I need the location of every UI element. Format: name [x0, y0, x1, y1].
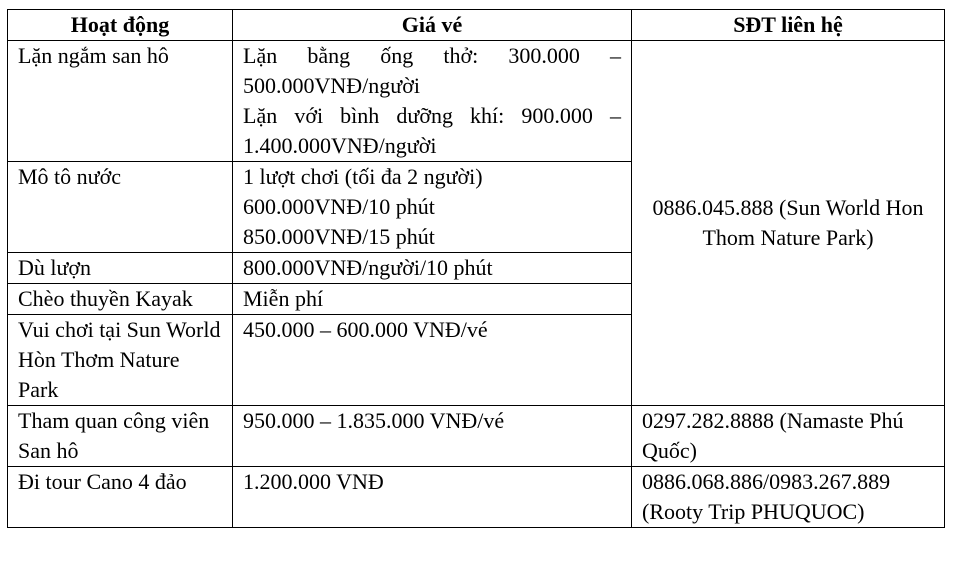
price-line: 600.000VNĐ/10 phút: [243, 194, 435, 219]
price-line: 1.200.000 VNĐ: [243, 469, 384, 494]
price-line: 800.000VNĐ/người/10 phút: [243, 255, 493, 280]
price-cell: [233, 162, 632, 253]
activity-cell: Mô tô nước: [8, 162, 233, 253]
header-row: [8, 10, 945, 41]
table-row: [8, 406, 945, 467]
activity-cell: Chèo thuyền Kayak: [8, 284, 233, 315]
price-cell: [233, 284, 632, 315]
price-cell: [233, 467, 632, 528]
price-cell: [233, 41, 632, 162]
price-cell: [233, 406, 632, 467]
contact-cell: 0886.068.886/0983.267.889 (Rooty Trip PHUQUOC): [632, 467, 945, 528]
activity-cell: Dù lượn: [8, 253, 233, 284]
activity-cell: Vui chơi tại Sun World Hòn Thơm Nature Park: [8, 315, 233, 406]
price-cell: [233, 315, 632, 406]
price-line: 950.000 – 1.835.000 VNĐ/vé: [243, 408, 505, 433]
activities-table: [7, 9, 945, 528]
contact-cell: 0297.282.8888 (Namaste Phú Quốc): [632, 406, 945, 467]
price-cell: [233, 253, 632, 284]
merged-contact-cell: 0886.045.888 (Sun World Hon Thom Nature Park): [632, 41, 945, 406]
header-price: Giá vé: [233, 10, 632, 41]
activity-cell: Tham quan công viên San hô: [8, 406, 233, 467]
table-row: [8, 467, 945, 528]
header-activity: Hoạt động: [8, 10, 233, 41]
activity-cell: Lặn ngắm san hô: [8, 41, 233, 162]
price-line: Miễn phí: [243, 286, 324, 311]
price-line: 450.000 – 600.000 VNĐ/vé: [243, 317, 488, 342]
table-row: [8, 41, 945, 162]
header-contact: SĐT liên hệ: [632, 10, 945, 41]
price-line: Lặn bằng ống thở: 300.000 – 500.000VNĐ/người: [243, 43, 621, 98]
activity-cell: Đi tour Cano 4 đảo: [8, 467, 233, 528]
price-line: Lặn với bình dưỡng khí: 900.000 – 1.400.000VNĐ/người: [243, 103, 621, 158]
price-line: 1 lượt chơi (tối đa 2 người): [243, 164, 483, 189]
price-line: 850.000VNĐ/15 phút: [243, 224, 435, 249]
